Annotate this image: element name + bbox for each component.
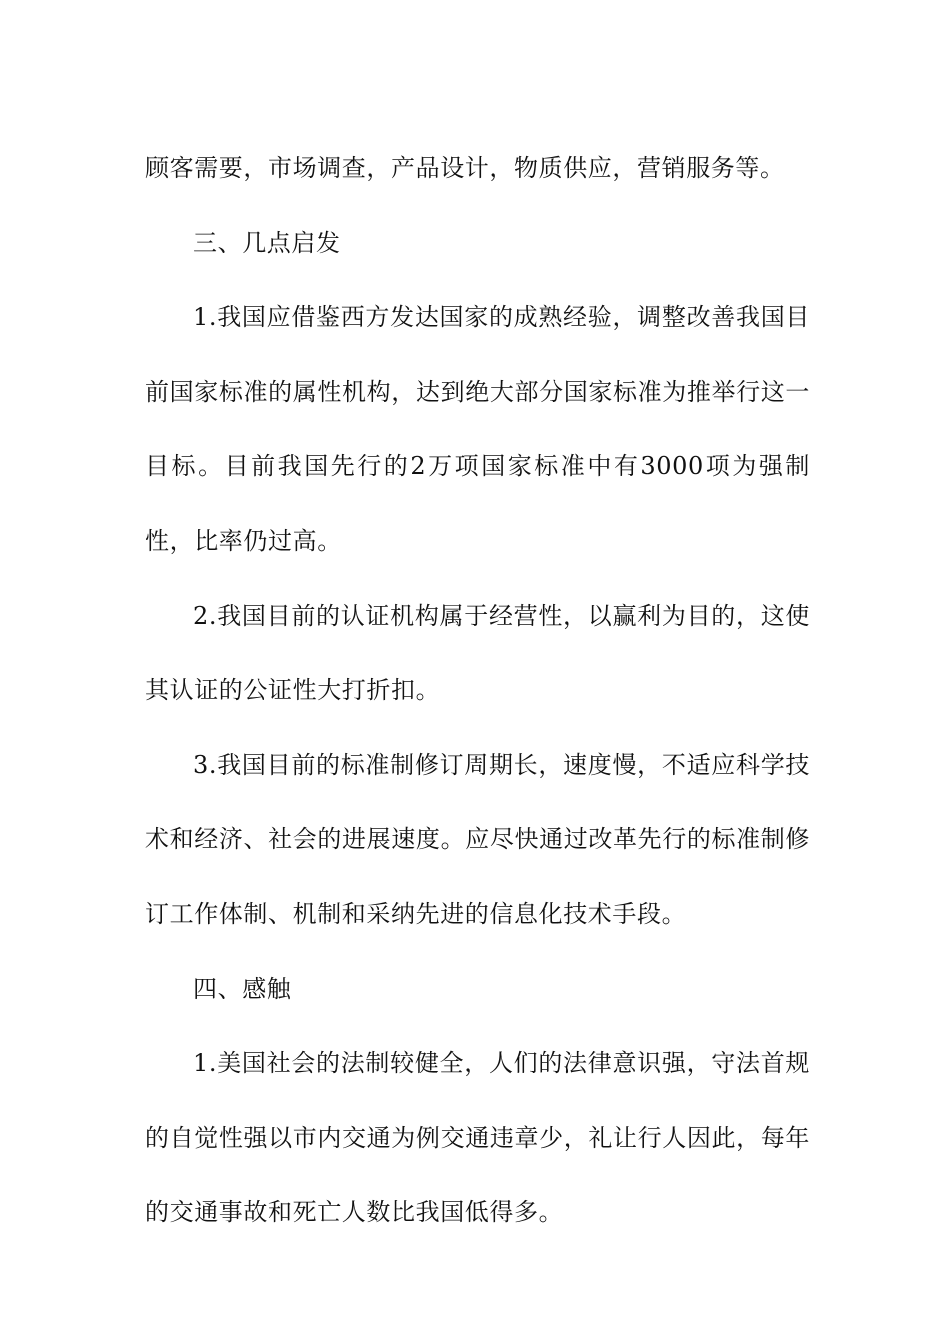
paragraph-continuation: 顾客需要，市场调查，产品设计，物质供应，营销服务等。 [145, 154, 785, 182]
paragraph-inspiration-3: 3.我国目前的标准制修订周期长，速度慢，不适应科学技术和经济、社会的进展速度。应尽快通过改革先行的标准制修订工作体制、机制和采纳先进的信息化技术手段。 [145, 750, 810, 928]
paragraph-inspiration-2: 2.我国目前的认证机构属于经营性，以赢利为目的，这使其认证的公证性大打折扣。 [145, 601, 810, 705]
paragraph-inspiration-1: 1.我国应借鉴西方发达国家的成熟经验，调整改善我国目前国家标准的属性机构，达到绝大部分国家标准为推举行这一目标。目前我国先行的2万项国家标准中有3000项为强制性，比率仍过高。 [145, 303, 810, 555]
section-heading-3: 三、几点启发 [193, 228, 341, 257]
section-heading-4: 四、感触 [193, 974, 292, 1003]
paragraph-impression-1: 1.美国社会的法制较健全，人们的法律意识强，守法首规的自觉性强以市内交通为例交通违章少，礼让行人因此，每年的交通事故和死亡人数比我国低得多。 [145, 1049, 810, 1227]
document-body [145, 131, 810, 1250]
